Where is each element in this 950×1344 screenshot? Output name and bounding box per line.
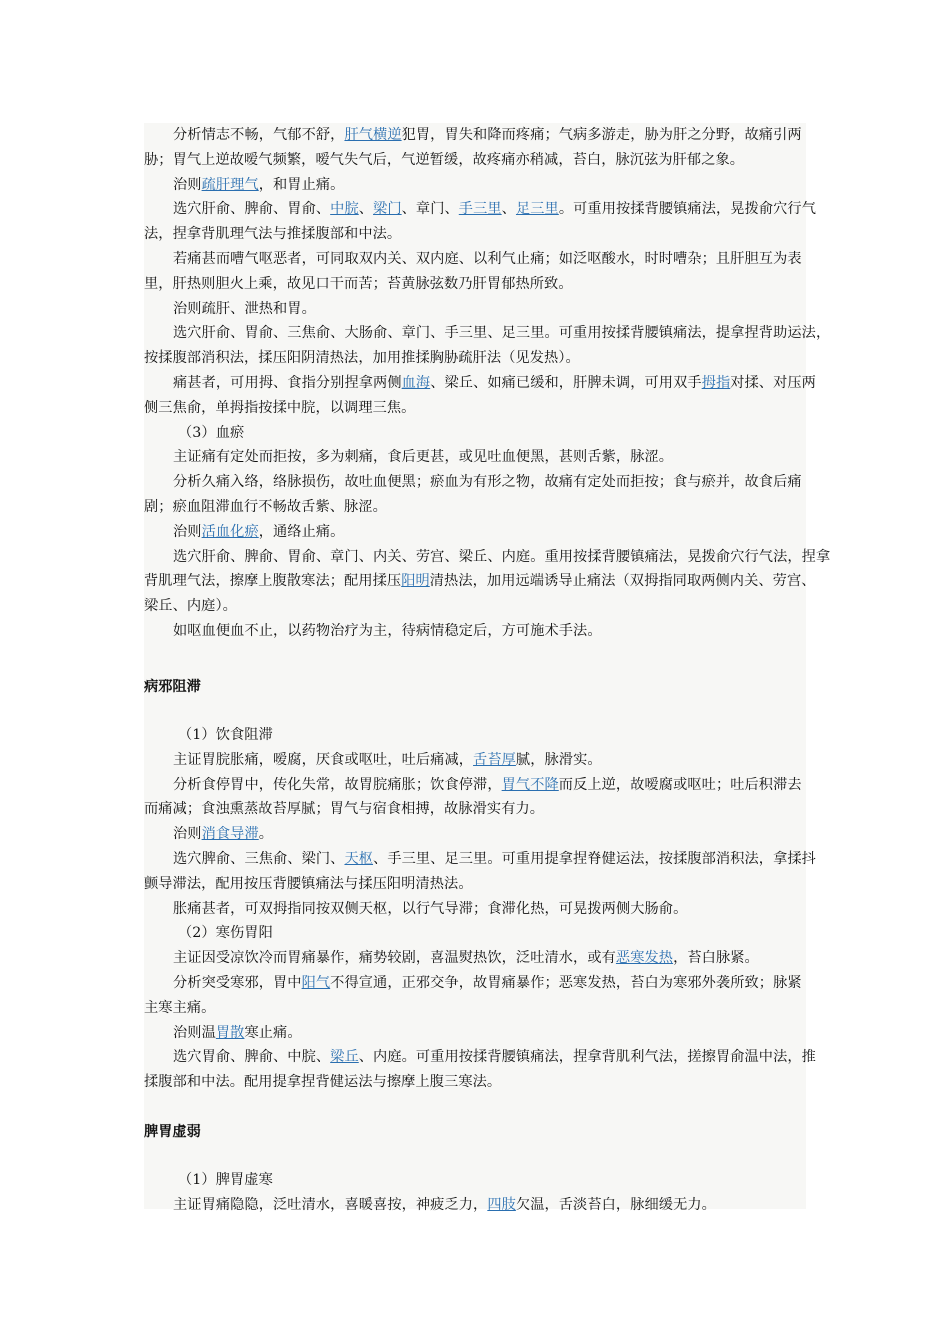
text-run: 寒止痛。	[244, 1024, 302, 1041]
paragraph-line	[144, 148, 806, 173]
term-link[interactable]: 肝气横逆	[344, 127, 402, 143]
paragraph-line	[144, 1193, 806, 1218]
text-run: 选穴肝俞、脾俞、胃俞、章门、内关、劳宫、梁丘、内庭。重用按揉背腰镇痛法，晃拨俞穴行气法，捏拿	[173, 548, 831, 565]
text-run: ，通络止痛。	[258, 523, 345, 540]
paragraph-line	[144, 1021, 806, 1046]
term-link[interactable]: 血海	[401, 375, 431, 391]
text-run: 清热法，加用远端诱导止痛法（双拇指同取两侧内关、劳宫、	[429, 573, 816, 590]
text-run: 不得宣通，正邪交争，故胃痛暴作；恶寒发热，苔白为寒邪外袭所致；脉紧	[330, 975, 802, 991]
text-run: 、手三里、足三里。可重用提拿捏脊健运法，按揉腹部消积法，拿揉抖	[373, 851, 816, 867]
text-run: 分析久痛入络，络脉损伤，故吐血便黑；瘀血为有形之物，故痛有定处而拒按；食与瘀并，故食后痛	[173, 474, 802, 491]
subsection-title	[144, 1168, 806, 1193]
term-link[interactable]: 阳气	[301, 975, 331, 991]
text-run: 犯胃，胃失和降而疼痛；气病多游走，胁为肝之分野，故痛引两	[401, 127, 802, 143]
text-run: （1）饮食阻滞	[178, 727, 273, 743]
paragraph-line	[144, 371, 816, 396]
text-run: 主证胃脘胀痛，嗳腐，厌食或呕吐，吐后痛减，	[173, 751, 474, 768]
paragraph-line	[144, 822, 806, 847]
text-run: 主寒主痛。	[144, 999, 216, 1016]
paragraph-line	[144, 297, 806, 322]
term-link[interactable]: 梁丘	[330, 1049, 359, 1066]
text-run: ，苔白脉紧。	[673, 950, 759, 967]
paragraph-line	[144, 619, 806, 644]
paragraph-line	[144, 272, 806, 297]
subsection-title	[144, 421, 806, 446]
paragraph-line	[144, 847, 816, 872]
text-run: 治则疏肝、泄热和胃。	[173, 300, 316, 317]
text-run: 腻，脉滑实。	[515, 751, 602, 768]
text-run: 痛甚者，可用拇、食指分别捏拿两侧	[173, 375, 402, 391]
paragraph-line	[144, 321, 831, 346]
paragraph-line	[144, 748, 806, 773]
paragraph-line	[144, 971, 806, 996]
text-run: ，和胃止痛。	[258, 176, 345, 193]
paragraph-line	[144, 445, 806, 470]
term-link[interactable]: 天枢	[344, 851, 374, 867]
text-run: 对揉、对压两	[730, 375, 816, 391]
text-run: 、内庭。可重用按揉背腰镇痛法，捏拿背肌利气法，搓擦胃俞温中法，推	[358, 1049, 816, 1066]
paragraph-line	[144, 545, 831, 570]
text-run: 胀痛甚者，可双拇指同按双侧天枢，以行气导滞；食滞化热，可晃拨两侧大肠俞。	[173, 900, 688, 917]
paragraph-line	[144, 247, 806, 272]
text-run: 、	[501, 201, 516, 218]
section-heading: 病邪阻滞	[144, 679, 201, 695]
text-run: 选穴肝俞、脾俞、胃俞、	[173, 201, 331, 218]
term-link[interactable]: 疏肝理气	[201, 176, 259, 193]
paragraph-line	[144, 222, 806, 247]
text-run: 、	[358, 201, 374, 218]
document-content	[144, 123, 831, 1213]
text-run: 法，捏拿背肌理气法与推揉腹部和中法。	[144, 226, 402, 243]
term-link[interactable]: 足三里	[515, 201, 559, 218]
term-link[interactable]: 消食导滞	[201, 826, 259, 843]
text-run: 选穴脾俞、三焦俞、梁门、	[173, 851, 345, 867]
text-run: 主证胃痛隐隐，泛吐清水，喜暖喜按，神疲乏力，	[173, 1196, 488, 1213]
term-link[interactable]: 活血化瘀	[201, 523, 259, 540]
paragraph-line	[144, 773, 806, 798]
text-run: 而痛减；食浊熏蒸故苔厚腻；胃气与宿食相搏，故脉滑实有力。	[144, 801, 545, 818]
subsection-title	[144, 921, 806, 946]
term-link[interactable]: 四肢	[487, 1196, 516, 1213]
text-run: 里，肝热则胆火上乘，故见口干而苦；苔黄脉弦数乃肝胃郁热所致。	[144, 275, 573, 292]
paragraph-line	[144, 396, 806, 421]
text-run: （2）寒伤胃阳	[178, 925, 273, 942]
text-run: 分析食停胃中，传化失常，故胃脘痛胀；饮食停滞，	[173, 776, 502, 793]
subsection-title	[144, 723, 806, 748]
text-run: 选穴肝俞、胃俞、三焦俞、大肠俞、章门、手三里、足三里。可重用按揉背腰镇痛法，提拿捏背助运法，	[173, 325, 831, 342]
text-run: 背肌理气法，擦摩上腹散寒法；配用揉压	[144, 573, 402, 590]
term-link[interactable]: 恶寒发热	[615, 950, 674, 967]
paragraph-line	[144, 594, 806, 619]
text-run: 揉腹部和中法。配用提拿捏背健运法与擦摩上腹三寒法。	[144, 1074, 502, 1091]
text-run: （3）血瘀	[178, 424, 245, 441]
paragraph-line	[144, 872, 806, 897]
text-run: 。	[258, 826, 274, 843]
text-run: 如呕血便血不止，以药物治疗为主，待病情稳定后，方可施术手法。	[173, 623, 602, 639]
paragraph-line	[144, 897, 806, 922]
text-run: 梁丘、内庭）。	[144, 598, 237, 615]
text-run: 治则温	[173, 1024, 216, 1041]
paragraph-line	[144, 946, 806, 971]
text-run: 欠温，舌淡苔白，脉细缓无力。	[515, 1196, 716, 1213]
term-link[interactable]: 舌苔厚	[473, 751, 516, 768]
paragraph-line	[144, 797, 806, 822]
paragraph-line	[144, 197, 817, 222]
paragraph-line	[144, 173, 806, 198]
text-run: 治则	[173, 826, 202, 843]
text-run: 侧三焦俞，单拇指按揉中脘，以调理三焦。	[144, 399, 416, 416]
paragraph-line	[144, 346, 806, 371]
term-link[interactable]: 中脘	[330, 201, 359, 218]
paragraph-line	[144, 123, 806, 148]
term-link[interactable]: 阳明	[401, 573, 430, 590]
term-link[interactable]: 拇指	[701, 375, 731, 391]
text-run: 主证因受凉饮冷而胃痛暴作，痛势较剧，喜温熨热饮，泛吐清水，或有	[173, 950, 616, 967]
paragraph-line	[144, 495, 806, 520]
section-heading: 脾胃虚弱	[144, 1124, 201, 1140]
paragraph-line	[144, 569, 816, 594]
term-link[interactable]: 梁门	[373, 201, 402, 218]
text-run: 、章门、	[401, 201, 459, 218]
text-run: 若痛甚而嘈气呕恶者，可同取双内关、双内庭、以利气止痛；如泛呕酸水，时时嘈杂；且肝胆互为表	[173, 251, 802, 267]
text-run: 治则	[173, 523, 202, 540]
text-run: 选穴胃俞、脾俞、中脘、	[173, 1049, 331, 1066]
text-run: 主证痛有定处而拒按，多为刺痛，食后更甚，或见吐血便黑，甚则舌紫，脉涩。	[173, 449, 674, 466]
text-run: 。可重用按揉背腰镇痛法，晃拨俞穴行气	[558, 201, 817, 218]
term-link[interactable]: 胃气不降	[501, 776, 559, 793]
text-run: （1）脾胃虚寒	[178, 1172, 273, 1188]
paragraph-line	[144, 470, 806, 495]
paragraph-line	[144, 1045, 816, 1070]
term-link[interactable]: 手三里	[458, 201, 502, 218]
text-run: 分析情志不畅，气郁不舒，	[173, 127, 345, 143]
text-run: 颤导滞法，配用按压背腰镇痛法与揉压阳明清热法。	[144, 875, 473, 892]
paragraph-line	[144, 1070, 806, 1095]
text-run: 胁；胃气上逆故嗳气频繁，嗳气失气后，气逆暂缓，故疼痛亦稍减，苔白，脉沉弦为肝郁之象。	[144, 151, 745, 168]
text-run: 按揉腹部消积法，揉压阳阴清热法，加用推揉胸胁疏肝法（见发热）。	[144, 350, 580, 367]
text-run: 而反上逆，故嗳腐或呕吐；吐后积滞去	[558, 776, 802, 793]
text-run: 治则	[173, 176, 202, 193]
text-run: 、梁丘、如痛已缓和，肝脾未调，可用双手	[430, 375, 702, 391]
paragraph-line	[144, 520, 806, 545]
paragraph-line	[144, 996, 806, 1021]
text-run: 剧；瘀血阻滞血行不畅故舌紫、脉涩。	[144, 499, 387, 515]
term-link[interactable]: 胃散	[215, 1024, 245, 1041]
text-run: 分析突受寒邪，胃中	[173, 975, 302, 991]
